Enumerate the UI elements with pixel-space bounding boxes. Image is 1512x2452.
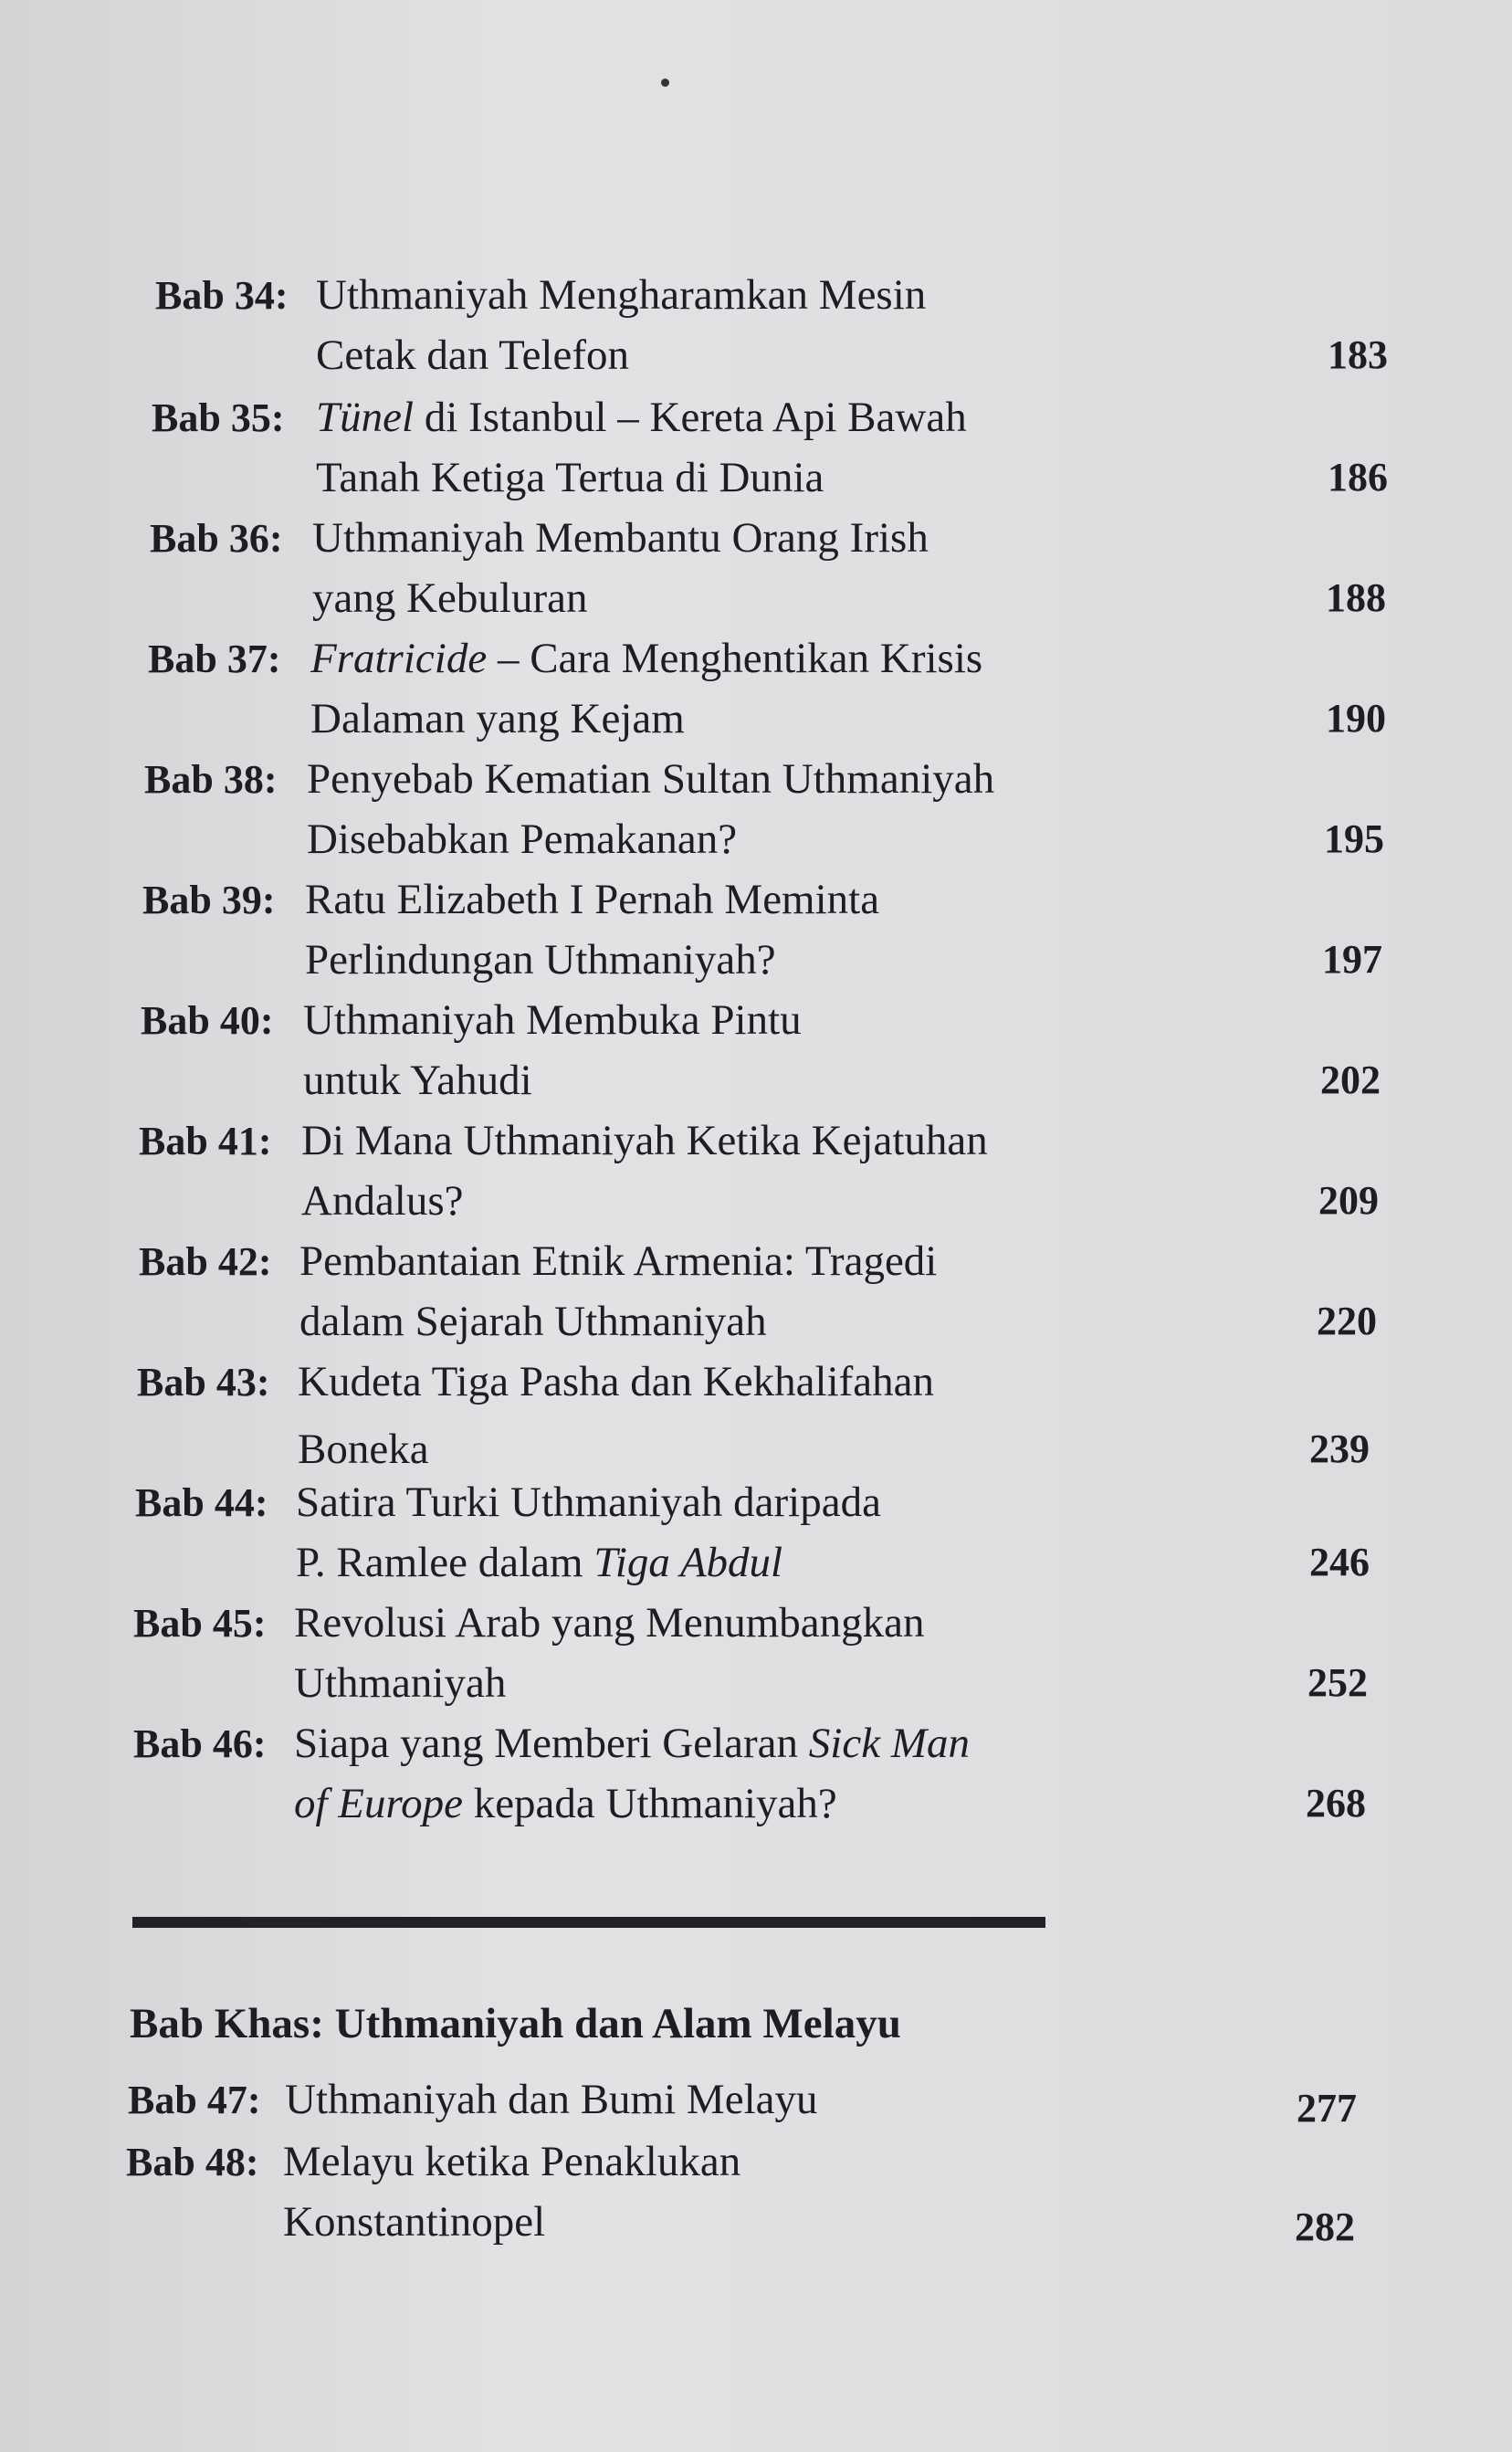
- toc-entry-48: [126, 2135, 1355, 2257]
- chapter-title-cont: Tanah Ketiga Tertua di Dunia: [316, 454, 824, 501]
- page-number: 197: [1322, 937, 1382, 982]
- page-number: 188: [1326, 575, 1386, 620]
- chapter-title-italic: Sick Man: [808, 1720, 970, 1767]
- page-number: 282: [1295, 2205, 1355, 2249]
- toc-entry-35: [152, 391, 1388, 513]
- chapter-number: Bab 48:: [126, 2140, 259, 2184]
- page-number: 277: [1297, 2086, 1357, 2131]
- chapter-number: Bab 44:: [135, 1480, 268, 1525]
- chapter-title: Siapa yang Memberi Gelaran: [294, 1720, 809, 1767]
- toc-entry-44: [135, 1476, 1370, 1598]
- chapter-number: Bab 41:: [139, 1119, 272, 1163]
- chapter-title-italic: of Europe: [294, 1780, 463, 1827]
- chapter-title-cont: Andalus?: [301, 1177, 464, 1225]
- page-number: 268: [1306, 1781, 1366, 1826]
- chapter-number: Bab 36:: [150, 516, 283, 561]
- chapter-number: Bab 34:: [155, 273, 289, 318]
- chapter-title: Revolusi Arab yang Menumbangkan: [294, 1599, 925, 1647]
- toc-entry-41: [139, 1114, 1379, 1237]
- chapter-title: Melayu ketika Penaklukan: [283, 2138, 741, 2185]
- chapter-number: Bab 35:: [152, 395, 285, 440]
- page-number: 190: [1326, 696, 1386, 741]
- chapter-title-cont: Cetak dan Telefon: [316, 331, 629, 379]
- chapter-title-italic: Fratricide: [310, 635, 488, 682]
- toc-entry-40: [141, 994, 1381, 1116]
- page-number: 195: [1324, 816, 1384, 861]
- page-number: 246: [1309, 1540, 1370, 1584]
- chapter-title-cont: Boneka: [298, 1426, 429, 1473]
- toc-entry-43: [137, 1355, 1370, 1478]
- section-heading: Bab Khas: Uthmaniyah dan Alam Melayu: [130, 2000, 901, 2047]
- page-number: 186: [1328, 455, 1388, 500]
- toc-entry-37: [148, 632, 1386, 754]
- page-number: 183: [1328, 332, 1388, 377]
- chapter-title: Uthmaniyah Membantu Orang Irish: [312, 514, 929, 562]
- chapter-title-cont: kepada Uthmaniyah?: [462, 1780, 837, 1827]
- chapter-title: Satira Turki Uthmaniyah daripada: [296, 1479, 881, 1526]
- chapter-title-italic: Tünel: [316, 394, 415, 441]
- chapter-title-cont: untuk Yahudi: [303, 1057, 532, 1104]
- chapter-number: Bab 42:: [139, 1239, 272, 1284]
- toc-entry-39: [142, 873, 1382, 995]
- chapter-title: Uthmaniyah Mengharamkan Mesin: [316, 271, 927, 319]
- chapter-title: Pembantaian Etnik Armenia: Tragedi: [299, 1237, 938, 1285]
- chapter-title: Di Mana Uthmaniyah Ketika Kejatuhan: [301, 1117, 988, 1164]
- toc-entry-42: [139, 1235, 1377, 1357]
- chapter-title: Kudeta Tiga Pasha dan Kekhalifahan: [298, 1358, 935, 1405]
- page-number: 220: [1317, 1299, 1377, 1343]
- chapter-number: Bab 46:: [133, 1721, 267, 1766]
- chapter-title-cont: dalam Sejarah Uthmaniyah: [299, 1298, 767, 1345]
- chapter-title-cont: Dalaman yang Kejam: [310, 695, 685, 742]
- chapter-number: Bab 40:: [141, 998, 274, 1043]
- chapter-title-cont: Disebabkan Pemakanan?: [307, 816, 738, 863]
- toc-entry-45: [133, 1596, 1368, 1719]
- page-number: 209: [1318, 1178, 1379, 1223]
- page-number: 202: [1320, 1058, 1381, 1102]
- toc-entry-46: [133, 1717, 1366, 1839]
- toc-entry-38: [144, 752, 1384, 875]
- section-divider: [132, 1917, 1045, 1928]
- toc-entry-36: [150, 511, 1386, 634]
- chapter-number: Bab 43:: [137, 1360, 270, 1405]
- chapter-title-cont: yang Kebuluran: [312, 574, 588, 622]
- chapter-title-cont: Uthmaniyah: [294, 1659, 507, 1707]
- chapter-title-cont: P. Ramlee dalam: [296, 1539, 594, 1586]
- page-number: 239: [1309, 1426, 1370, 1471]
- chapter-title: Uthmaniyah dan Bumi Melayu: [285, 2076, 818, 2123]
- chapter-number: Bab 37:: [148, 637, 281, 681]
- chapter-title: di Istanbul – Kereta Api Bawah: [414, 394, 967, 441]
- chapter-title-italic: Tiga Abdul: [593, 1539, 783, 1586]
- chapter-number: Bab 47:: [128, 2078, 261, 2122]
- chapter-title: Ratu Elizabeth I Pernah Meminta: [305, 876, 880, 923]
- page-number: 252: [1307, 1660, 1368, 1705]
- chapter-title-cont: Konstantinopel: [283, 2198, 546, 2246]
- chapter-number: Bab 39:: [142, 878, 276, 922]
- chapter-title: Uthmaniyah Membuka Pintu: [303, 996, 802, 1044]
- chapter-title-cont: Perlindungan Uthmaniyah?: [305, 936, 776, 984]
- toc-entry-34: [155, 268, 1388, 391]
- chapter-number: Bab 45:: [133, 1601, 267, 1646]
- toc-entry-47: [128, 2073, 1357, 2137]
- chapter-title: Penyebab Kematian Sultan Uthmaniyah: [307, 755, 995, 803]
- chapter-title: – Cara Menghentikan Krisis: [487, 635, 983, 682]
- chapter-number: Bab 38:: [144, 757, 278, 802]
